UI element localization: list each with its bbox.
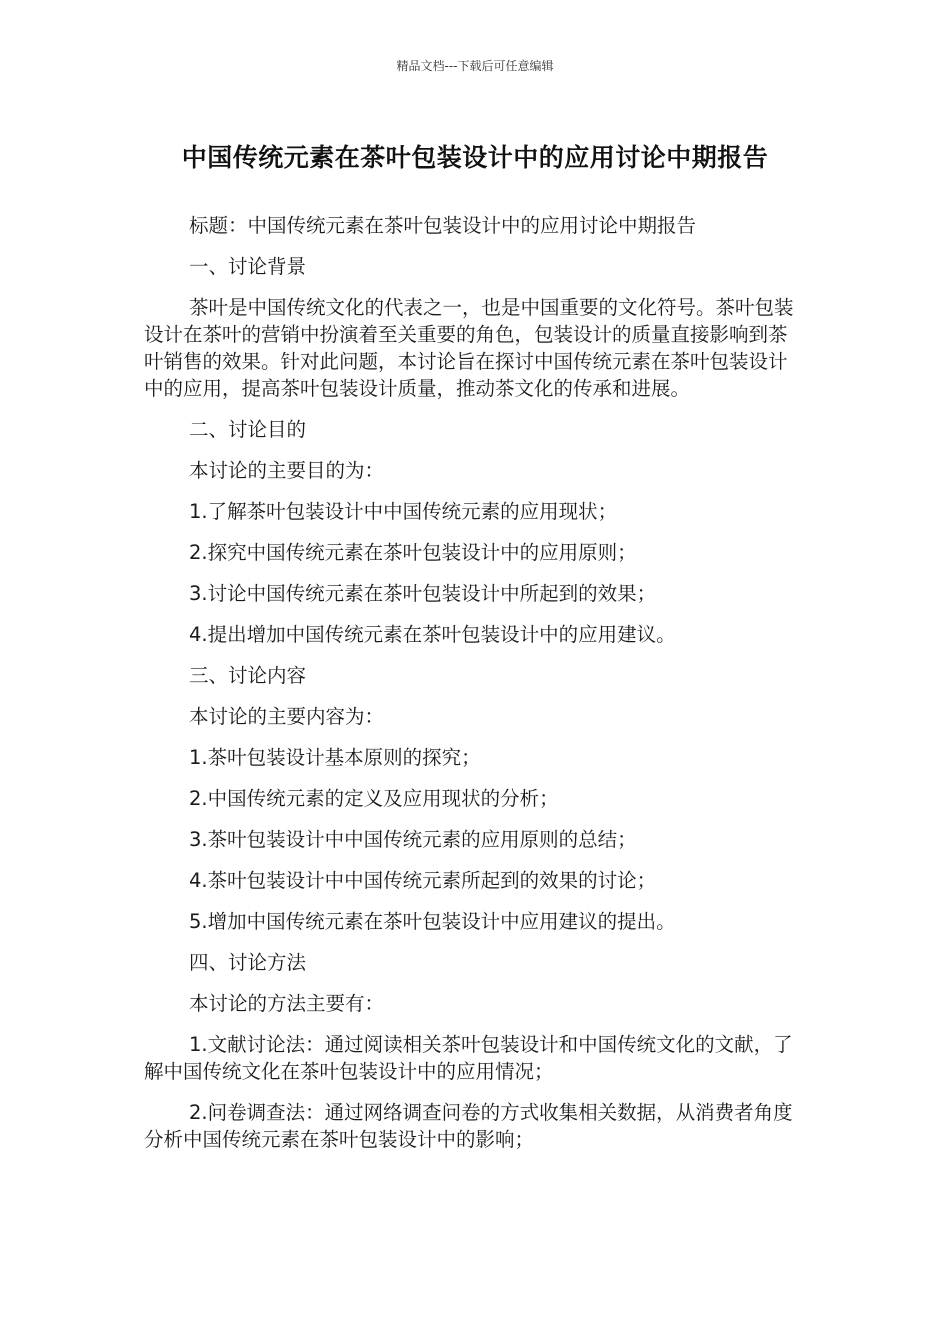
list-item: 1.了解茶叶包装设计中中国传统元素的应用现状； — [189, 500, 618, 523]
list-item: 2.探究中国传统元素在茶叶包装设计中的应用原则； — [189, 541, 637, 564]
list-item: 4.提出增加中国传统元素在茶叶包装设计中的应用建议。 — [189, 623, 676, 646]
list-item: 2.问卷调查法：通过网络调查问卷的方式收集相关数据，从消费者角度分析中国传统元素在茶叶包装设计中的影响； — [144, 1101, 793, 1151]
methods-intro: 本讨论的方法主要有： — [189, 992, 385, 1015]
list-item: 1.文献讨论法：通过阅读相关茶叶包装设计和中国传统文化的文献，了解中国传统文化在茶叶包装设计中的应用情况； — [144, 1033, 793, 1083]
objectives-intro: 本讨论的主要目的为： — [189, 459, 385, 482]
list-item: 4.茶叶包装设计中中国传统元素所起到的效果的讨论； — [189, 869, 657, 892]
list-item: 3.讨论中国传统元素在茶叶包装设计中所起到的效果； — [189, 582, 657, 605]
document-body — [144, 212, 804, 1167]
section-heading-background: 一、讨论背景 — [189, 255, 307, 278]
list-item: 5.增加中国传统元素在茶叶包装设计中应用建议的提出。 — [189, 910, 676, 933]
section-heading-content: 三、讨论内容 — [189, 664, 307, 687]
subject-line: 标题：中国传统元素在茶叶包装设计中的应用讨论中期报告 — [189, 214, 697, 237]
list-item: 2.中国传统元素的定义及应用现状的分析； — [189, 787, 559, 810]
list-item: 3.茶叶包装设计中中国传统元素的应用原则的总结； — [189, 828, 637, 851]
section-heading-methods: 四、讨论方法 — [189, 951, 307, 974]
content-intro: 本讨论的主要内容为： — [189, 705, 385, 728]
section-heading-objectives: 二、讨论目的 — [189, 418, 307, 441]
header-note: 精品文档---下载后可任意编辑 — [396, 59, 554, 73]
page-title: 中国传统元素在茶叶包装设计中的应用讨论中期报告 — [181, 143, 769, 172]
background-paragraph: 茶叶是中国传统文化的代表之一，也是中国重要的文化符号。茶叶包装设计在茶叶的营销中扮演着至关重要的角色，包装设计的质量直接影响到茶叶销售的效果。针对此问题，本讨论旨在探讨中国传统元素在茶叶包装设计中的应用，提高茶叶包装设计质量，推动茶文化的传承和进展。 — [144, 296, 794, 400]
list-item: 1.茶叶包装设计基本原则的探究； — [189, 746, 481, 769]
